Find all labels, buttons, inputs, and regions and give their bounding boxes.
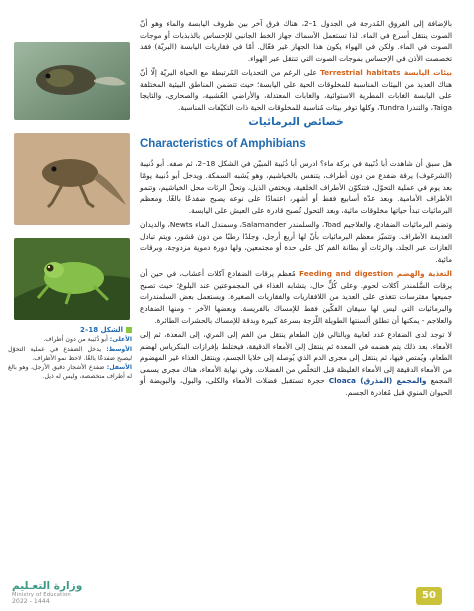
section-heading-arabic: خصائص البرمائيات — [248, 116, 344, 129]
figure-caption — [8, 326, 132, 382]
paragraph-amphibian-traits: وتضم البرمائيات الضفادع، والعلاجيم Toad، والسلمندر Salamander، وسمندل الماء Newts، والديدان العديمة الأطراف. وتتميّز معظم البرمائيات بأنّ لها أربع أرجل، وجلدًا رطبًا من دون قشور، ويتم تبادل الغازات عبر الجلد، والرئات أو بطانة الفم كل على حدة أو مجتمعين، ولها دورة دموية مزدوجة، وبرقات مائية. — [140, 220, 452, 264]
caption-top: الأعلى: أبو ذُنَيبة من دون أطراف. — [43, 336, 132, 344]
bullet-square-icon — [126, 327, 132, 333]
paragraph-digestion: لا توجد لدى الضفادع غدد لعابية وبالتالي فإن الطعام ينتقل من الفم إلى المري، إلى المعدة، ثم إلى الأمعاء. بعد ذلك يتم هضمه في المعدة ثم ينتقل إلى الأمعاء الدقيقة، فيختلط بإفرازات البنكرياس لهضم الطعام، ويُمتص فيها، ثم ينتقل إلى مجرى الدم الذي يُوصله إلى خلايا الجسم، وينتقل الغذاء غير المهضوم من الأمعاء الدقيقة إلى الأمعاء الغليظة قبل التخلّص من الفضلات. وفي نهاية الأمعاء، هناك مجرى يسمى المجمع والمجمع (المذرق) Cloaca حجرة تستقبل فضلات الأمعاء والكلى، والبول، والبويضة أو الحيوان المنوي قبل مُغادرة الجسم. — [140, 330, 452, 397]
paragraph-terrestrial: بيئات اليابسة Terrestrial habitats على الرغم من التحديات المُرتبطة مع الحياة البريّة إلّا أنّ هناك العديد من البيئات المناسبة للمخلوقات الحية على اليابسة؛ حيث تتضمن المناطق البيئية المختلفة على اليابسة الغابات المطرية الاستوائية، والغابات المعتدلة، والأراضي العُشبية، والصحارى، والتايجا Taiga، والتندرا Tundra، وكلها توفر بيئات مُناسبة للمخلوقات الحية ذات التكيّفات المناسبة. — [140, 68, 453, 112]
paragraph-feeding: التغذية والهضم Feeding and digestion مُعظم يرقات الضفادع آكلات أعشاب، في حين أن يرقات السَّلمندر آكلات لحوم. وعلى كُلٍّ حال، يتشابه الغذاء في المجموعتين عند البلوغ؛ حيث تصبح جميعها مفترسات تتغذى على العديد من اللافقاريات والفقاريات الصغيرة. ويستعمل بعض السلمندرات والبرمائيات التي ليس لها سيقان الفكّين فقط للإمساك بالفريسة. وبعضها الآخر - ومنها الضفادع والعلاجم - يمكنها أن تطلق ألسنتها الطويلة اللّزجة بسرعة كبيرة وبدقة للإمساك بالحشرات الطائرة. — [140, 269, 452, 325]
figure-title: الشكل 18–2 — [8, 326, 132, 335]
paragraph-sound: بالإضافة إلى الفروق المُدرجة في الجدول 1–2، هناك فرق آخر بين ظروف اليابسة والماء وهو أنّ الصوت ينتقل أسرع في الماء. لذا تستعمل الأسماك جهاز الخط الجانبي للإحساس بالذبذبات أو موجات الصوت في الماء. ولكن في الهواء يكون هذا الجهاز غير فعّال. أمّا في فقاريات اليابسة (البريّة) فقد تخصصت الأذن في الإحساس بموجات الصوت التي تنتقل عبر الهواء. — [140, 19, 452, 63]
caption-bottom: الأسفل: ضفدع الأشجار دقيق الأرجل، وهو بالغ له أطراف متخصصة، وليس له ذيل. — [8, 364, 132, 381]
body-text-column — [140, 18, 452, 401]
tree-frog-photo-bottom — [14, 238, 130, 320]
term-feeding-digestion: التغذية والهضم Feeding and digestion — [299, 269, 452, 279]
metamorphosis-photo-middle — [14, 133, 130, 225]
term-cloaca: والمجمع (المذرق) Cloaca — [328, 376, 427, 386]
paragraph-tadpole: هل سبق أن شاهدت أبا ذُنَيبة في بركة ماء؟ ادرس أبا ذُنَيبة المبيّن في الشكل 18–2، ثم صفه. أبو ذُنيبة (الشرغوف) يرقة ضفدع من دون أطراف، يتنفس بالخياشيم، وهو يُشبه السمكة. ويدخل أبو ذُنيبة يومًا بعد يوم في عملية التحوّل، فتتكوّن الأطراف الخلفية، ويختفي الذيل، وتحلّ الرئات محل الخياشيم، وتنمو الأطراف الأمامية. وبعد عدّة أسابيع فقط أو أشهر، اعتمادًا على نوعه يصبح ضفدعًا بالغًا. ومعظم البرمائيات تبدأ حياتها مخلوقات مائية، وبعد التحول تُصبح قادرة على العيش على اليابسة. — [140, 159, 452, 215]
ministry-logo: وزارة التعـليم Ministry of Education 2022 - 1444 — [12, 580, 83, 605]
term-terrestrial-habitats: بيئات اليابسة Terrestrial habitats — [320, 68, 453, 78]
section-heading-english: Characteristics of Amphibians — [140, 137, 306, 150]
caption-middle: الأوسط: يدخل الضفدع في عملية التحوّل ليصبح ضفدعًا بالغًا. لاحظ نمو الأطراف. — [8, 345, 132, 362]
tadpole-photo-top — [14, 42, 130, 120]
page-number: 50 — [416, 587, 442, 605]
